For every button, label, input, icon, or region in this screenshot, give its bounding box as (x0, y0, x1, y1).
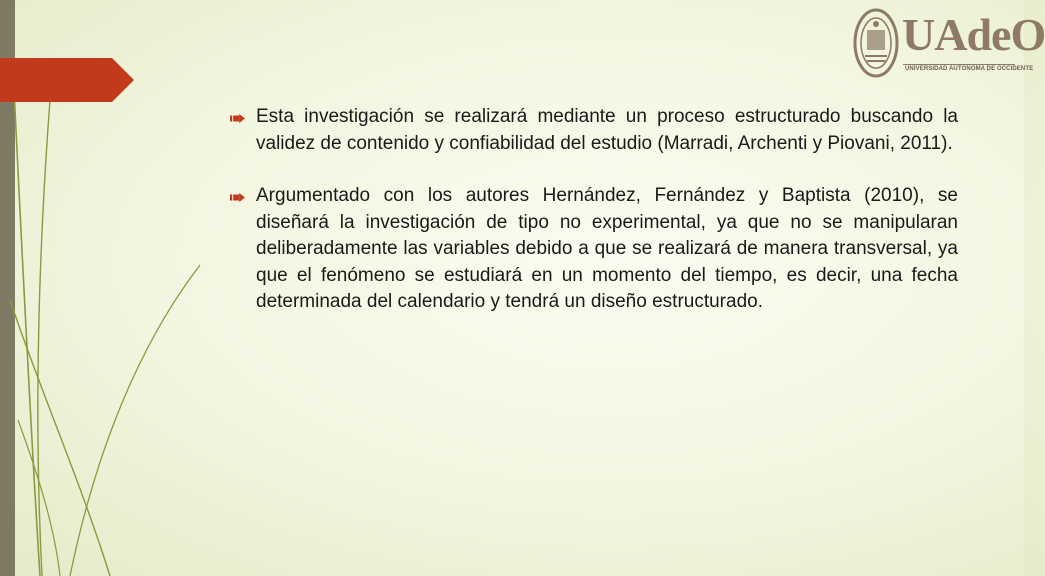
logo-subtitle: UNIVERSIDAD AUTÓNOMA DE OCCIDENTE (905, 66, 1034, 72)
logo-wordmark: UAdeO (902, 9, 1045, 60)
arrow-right-icon (230, 193, 245, 202)
red-arrow-banner (0, 58, 134, 102)
university-logo (853, 8, 1045, 80)
university-seal-icon (853, 8, 899, 78)
bullet-text: Argumentado con los autores Hernández, Fernández y Baptista (2010), se diseñará la investigación de tipo no experimental, ya que no se manipularan deliberadamente las variables debido a que se realizará de manera transversal, ya que el fenómeno se estudiará en un momento del tiempo, es decir, una fecha determinada del calendario y tendrá un diseño estructurado. (256, 185, 958, 312)
arrow-right-icon (230, 114, 245, 123)
bullet-text: Esta investigación se realizará mediante un proceso estructurado buscando la validez de contenido y confiabilidad del estudio (Marradi, Archenti y Piovani, 2011). (256, 106, 958, 154)
bullet-item (230, 183, 958, 316)
bullet-list (230, 104, 958, 316)
bullet-item (230, 104, 958, 157)
logo-divider (903, 64, 1015, 65)
